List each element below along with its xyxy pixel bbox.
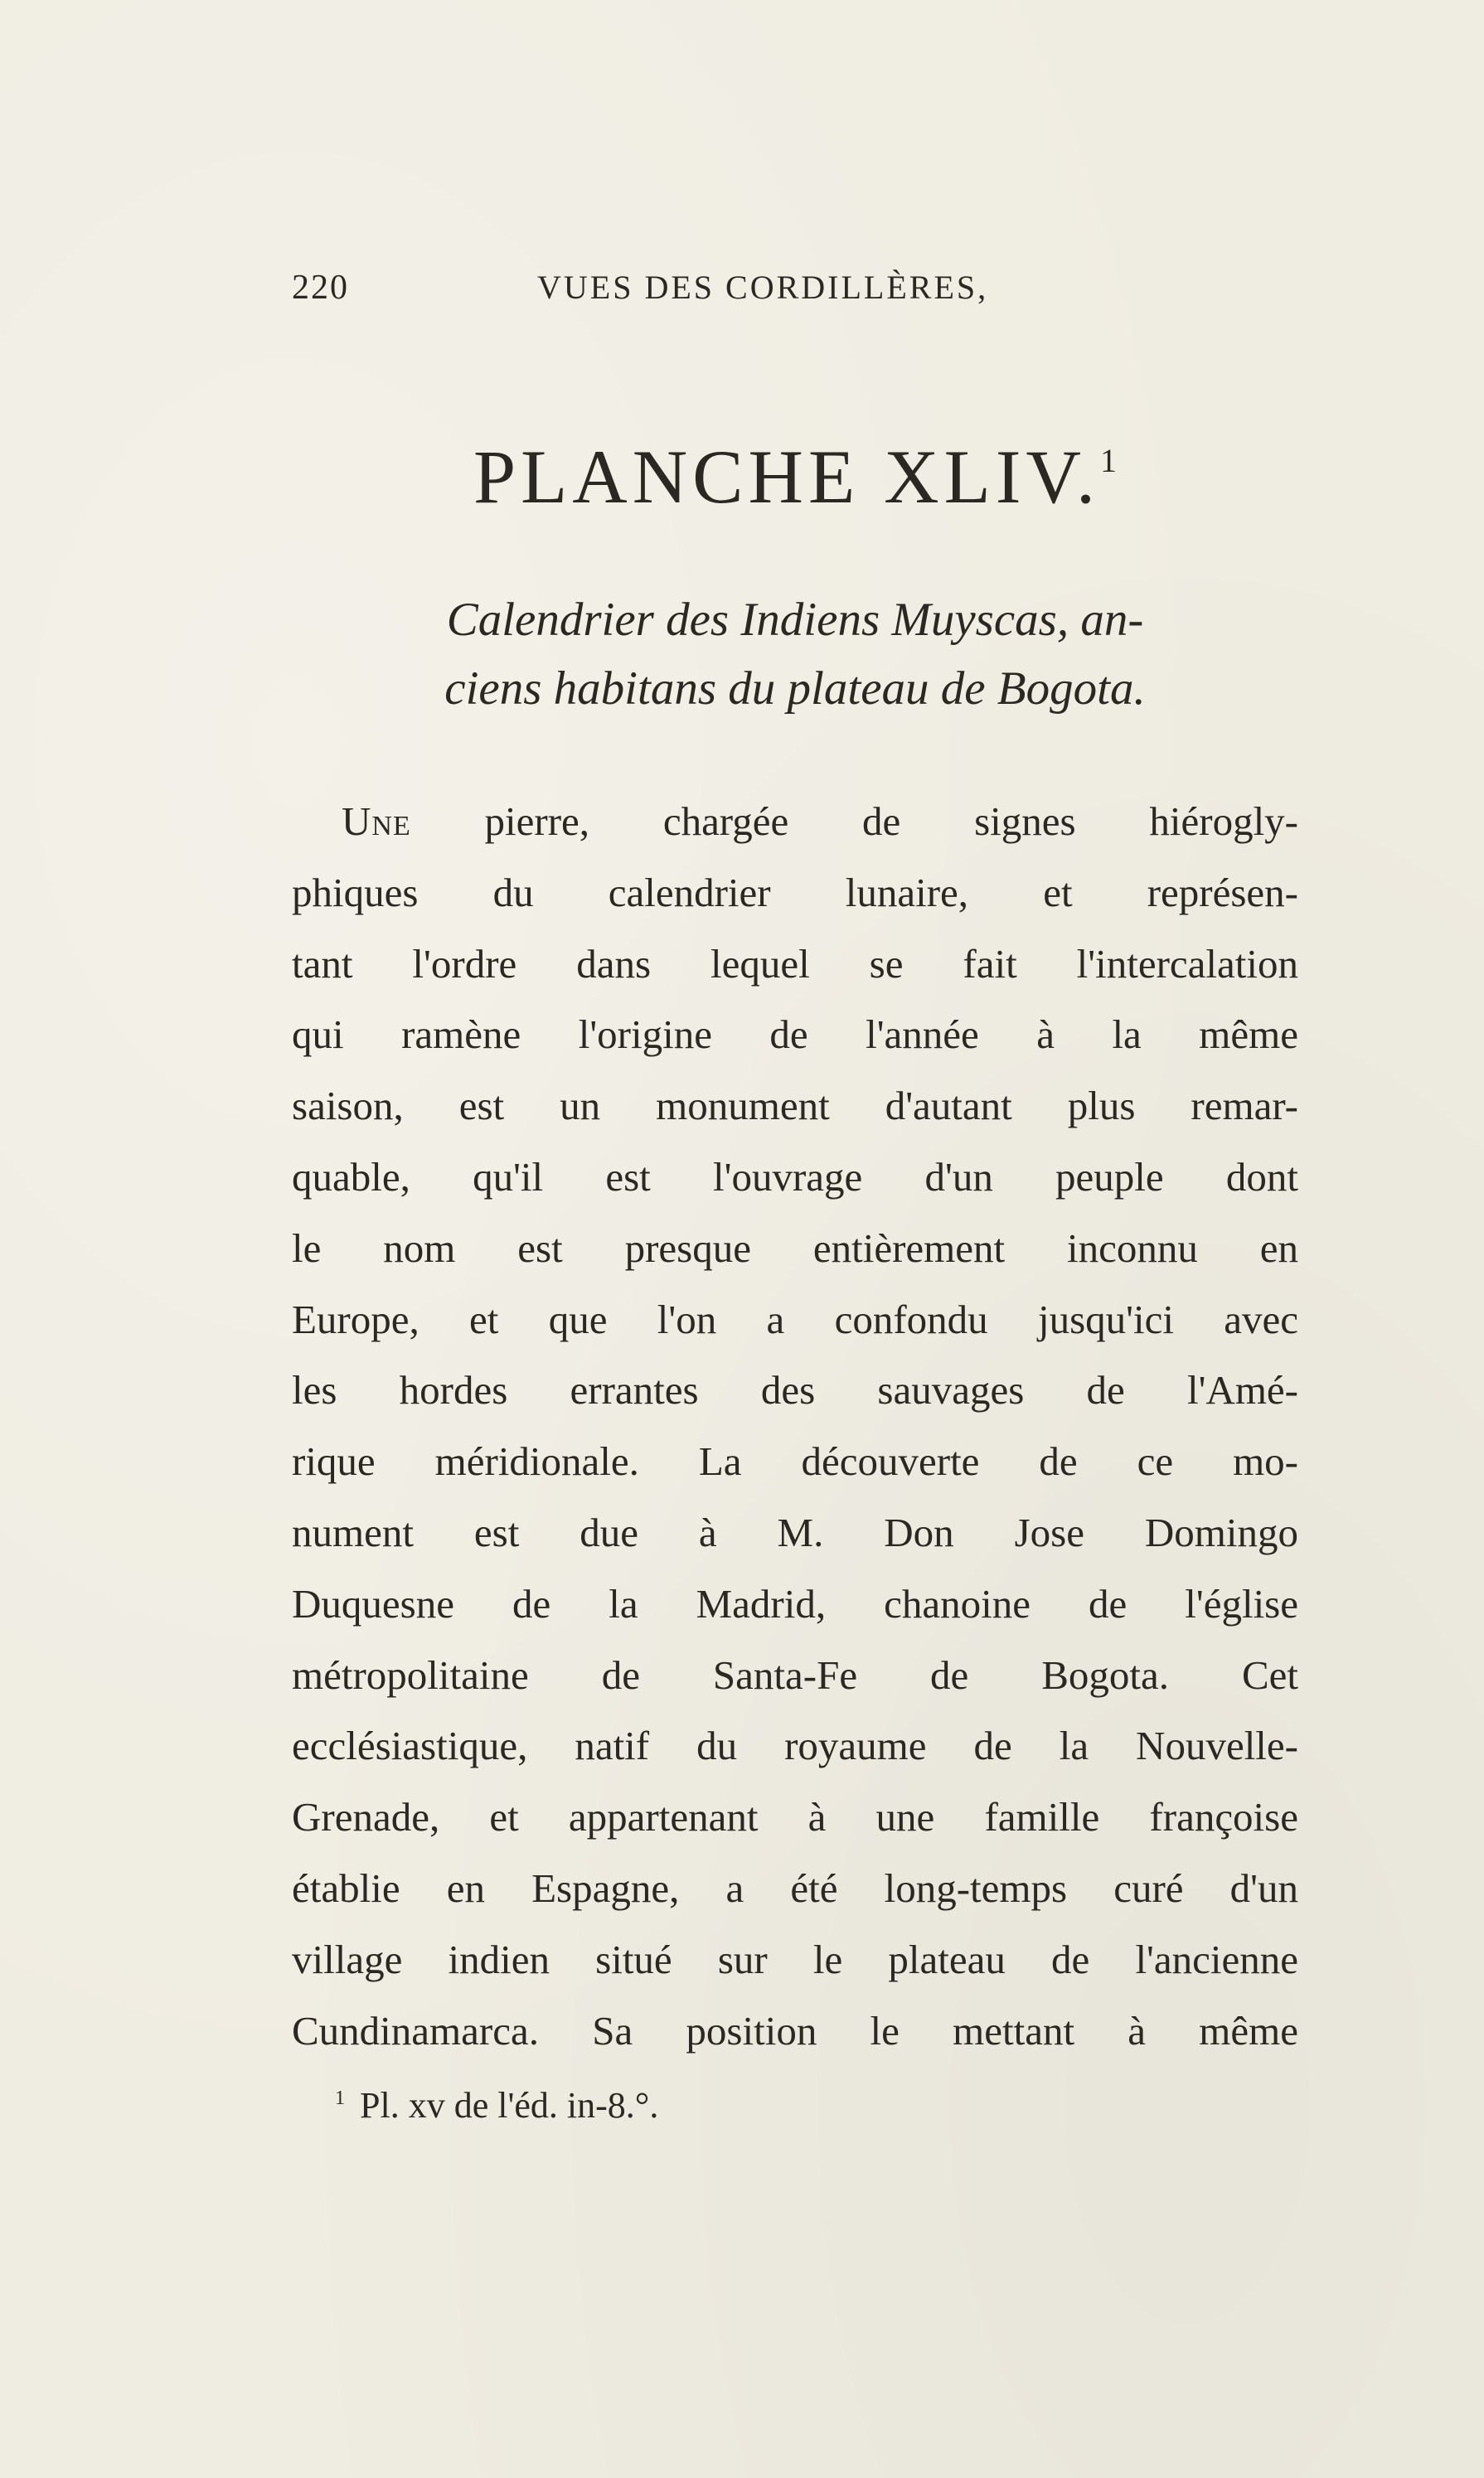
body-line: Europe, et que l'on a confondu jusqu'ici avec bbox=[292, 1296, 1298, 1342]
first-line-text: pierre, chargée de signes hiérogly- bbox=[410, 798, 1298, 844]
body-line: établie en Espagne, a été long-temps curé d'un bbox=[292, 1865, 1298, 1911]
body-line: saison, est un monument d'autant plus remar- bbox=[292, 1083, 1298, 1129]
body-line: Cundinamarca. Sa position le mettant à même bbox=[292, 2007, 1298, 2054]
body-line: qui ramène l'origine de l'année à la même bbox=[292, 1011, 1298, 1058]
footnote-reference: 1 bbox=[1100, 442, 1118, 479]
body-line: quable, qu'il est l'ouvrage d'un peuple dont bbox=[292, 1153, 1298, 1200]
body-line: Grenade, et appartenant à une famille françoise bbox=[292, 1794, 1298, 1840]
plate-title bbox=[292, 433, 1298, 521]
drop-word: Une bbox=[342, 798, 411, 844]
subtitle-line: ciens habitans du plateau de Bogota. bbox=[444, 662, 1146, 715]
running-head bbox=[292, 268, 1088, 318]
plate-title-text: PLANCHE XLIV. bbox=[473, 434, 1101, 519]
body-line: métropolitaine de Santa-Fe de Bogota. Cet bbox=[292, 1651, 1298, 1698]
footnote-text: Pl. xv de l'éd. in-8.°. bbox=[360, 2085, 659, 2126]
plate-subtitle bbox=[292, 585, 1298, 723]
body-line: village indien situé sur le plateau de l'ancienne bbox=[292, 1936, 1298, 1982]
footnote bbox=[335, 2084, 658, 2126]
body-line: rique méridionale. La découverte de ce mo- bbox=[292, 1438, 1298, 1485]
body-line: le nom est presque entièrement inconnu en bbox=[292, 1224, 1298, 1271]
body-paragraph bbox=[292, 786, 1298, 2066]
running-title: VUES DES CORDILLÈRES, bbox=[537, 269, 989, 306]
subtitle-line: Calendrier des Indiens Muyscas, an- bbox=[446, 594, 1144, 646]
body-line: nument est due à M. Don Jose Domingo bbox=[292, 1509, 1298, 1555]
page-number: 220 bbox=[292, 269, 349, 307]
body-line: phiques du calendrier lunaire, et représen- bbox=[292, 869, 1298, 915]
body-line: Duquesne de la Madrid, chanoine de l'église bbox=[292, 1580, 1298, 1627]
body-line: tant l'ordre dans lequel se fait l'intercalation bbox=[292, 940, 1298, 987]
footnote-marker: 1 bbox=[335, 2088, 345, 2109]
body-line: ecclésiastique, natif du royaume de la Nouvelle- bbox=[292, 1723, 1298, 1769]
body-line: les hordes errantes des sauvages de l'Amé- bbox=[292, 1367, 1298, 1414]
body-line bbox=[292, 786, 1298, 857]
